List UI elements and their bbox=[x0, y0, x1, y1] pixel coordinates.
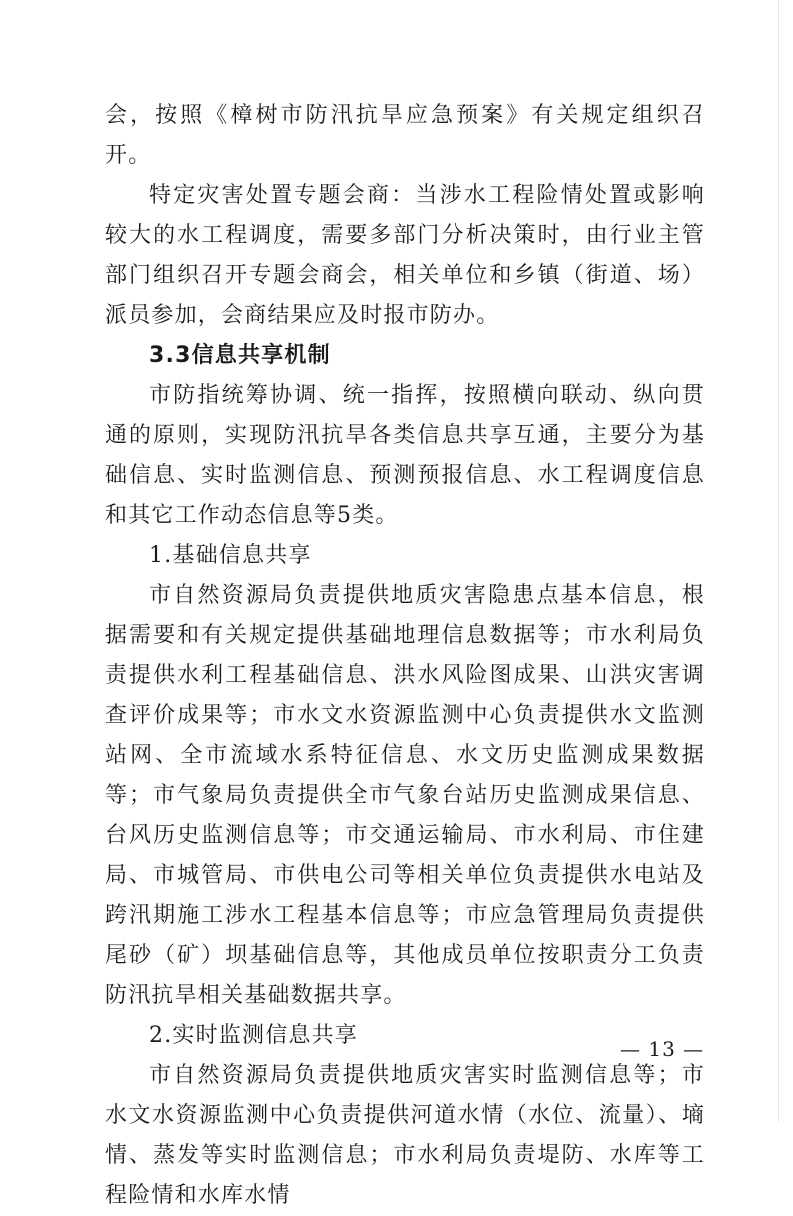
subheading-realtime-monitoring-sharing: 2.实时监测信息共享 bbox=[149, 1023, 358, 1048]
subheading-basic-info-sharing: 1.基础信息共享 bbox=[149, 543, 312, 568]
paragraph-basic-info-sharing: 市自然资源局负责提供地质灾害隐患点基本信息，根据需要和有关规定提供基础地理信息数据等；市水利局负责提供水利工程基础信息、洪水风险图成果、山洪灾害调查评价成果等；市水文水资源监测中心负责提供水文监测站网、全市流域水系特征信息、水文历史监测成果数据等；市气象局负责提供全市气象台站历史监测成果信息、台风历史监测信息等；市交通运输局、市水利局、市住建局、市城管局、市供电公司等相关单位负责提供水电站及跨汛期施工涉水工程基本信息等；市应急管理局负责提供尾砂（矿）坝基础信息等，其他成员单位按职责分工负责防汛抗旱相关基础数据共享。 bbox=[105, 583, 705, 1008]
paragraph-special-disaster-consultation: 特定灾害处置专题会商：当涉水工程险情处置或影响较大的水工程调度，需要多部门分析决策时，由行业主管部门组织召开专题会商会，相关单位和乡镇（街道、场）派员参加，会商结果应及时报市防办。 bbox=[105, 183, 705, 328]
document-body bbox=[105, 96, 705, 1216]
paragraph-meeting-end: 会，按照《樟树市防汛抗旱应急预案》有关规定组织召开。 bbox=[105, 103, 705, 168]
paragraph-info-sharing-overview: 市防指统筹协调、统一指挥，按照横向联动、纵向贯通的原则，实现防汛抗旱各类信息共享互通，主要分为基础信息、实时监测信息、预测预报信息、水工程调度信息和其它工作动态信息等5类。 bbox=[105, 383, 705, 528]
paragraph-realtime-monitoring-sharing: 市自然资源局负责提供地质灾害实时监测信息等；市水文水资源监测中心负责提供河道水情（水位、流量）、墒情、蒸发等实时监测信息；市水利局负责堤防、水库等工程险情和水库水情 bbox=[105, 1063, 705, 1208]
section-heading-info-sharing: 3.3信息共享机制 bbox=[149, 343, 331, 368]
page-number: — 13 — bbox=[620, 1037, 705, 1061]
scan-edge-divider bbox=[778, 0, 779, 1122]
